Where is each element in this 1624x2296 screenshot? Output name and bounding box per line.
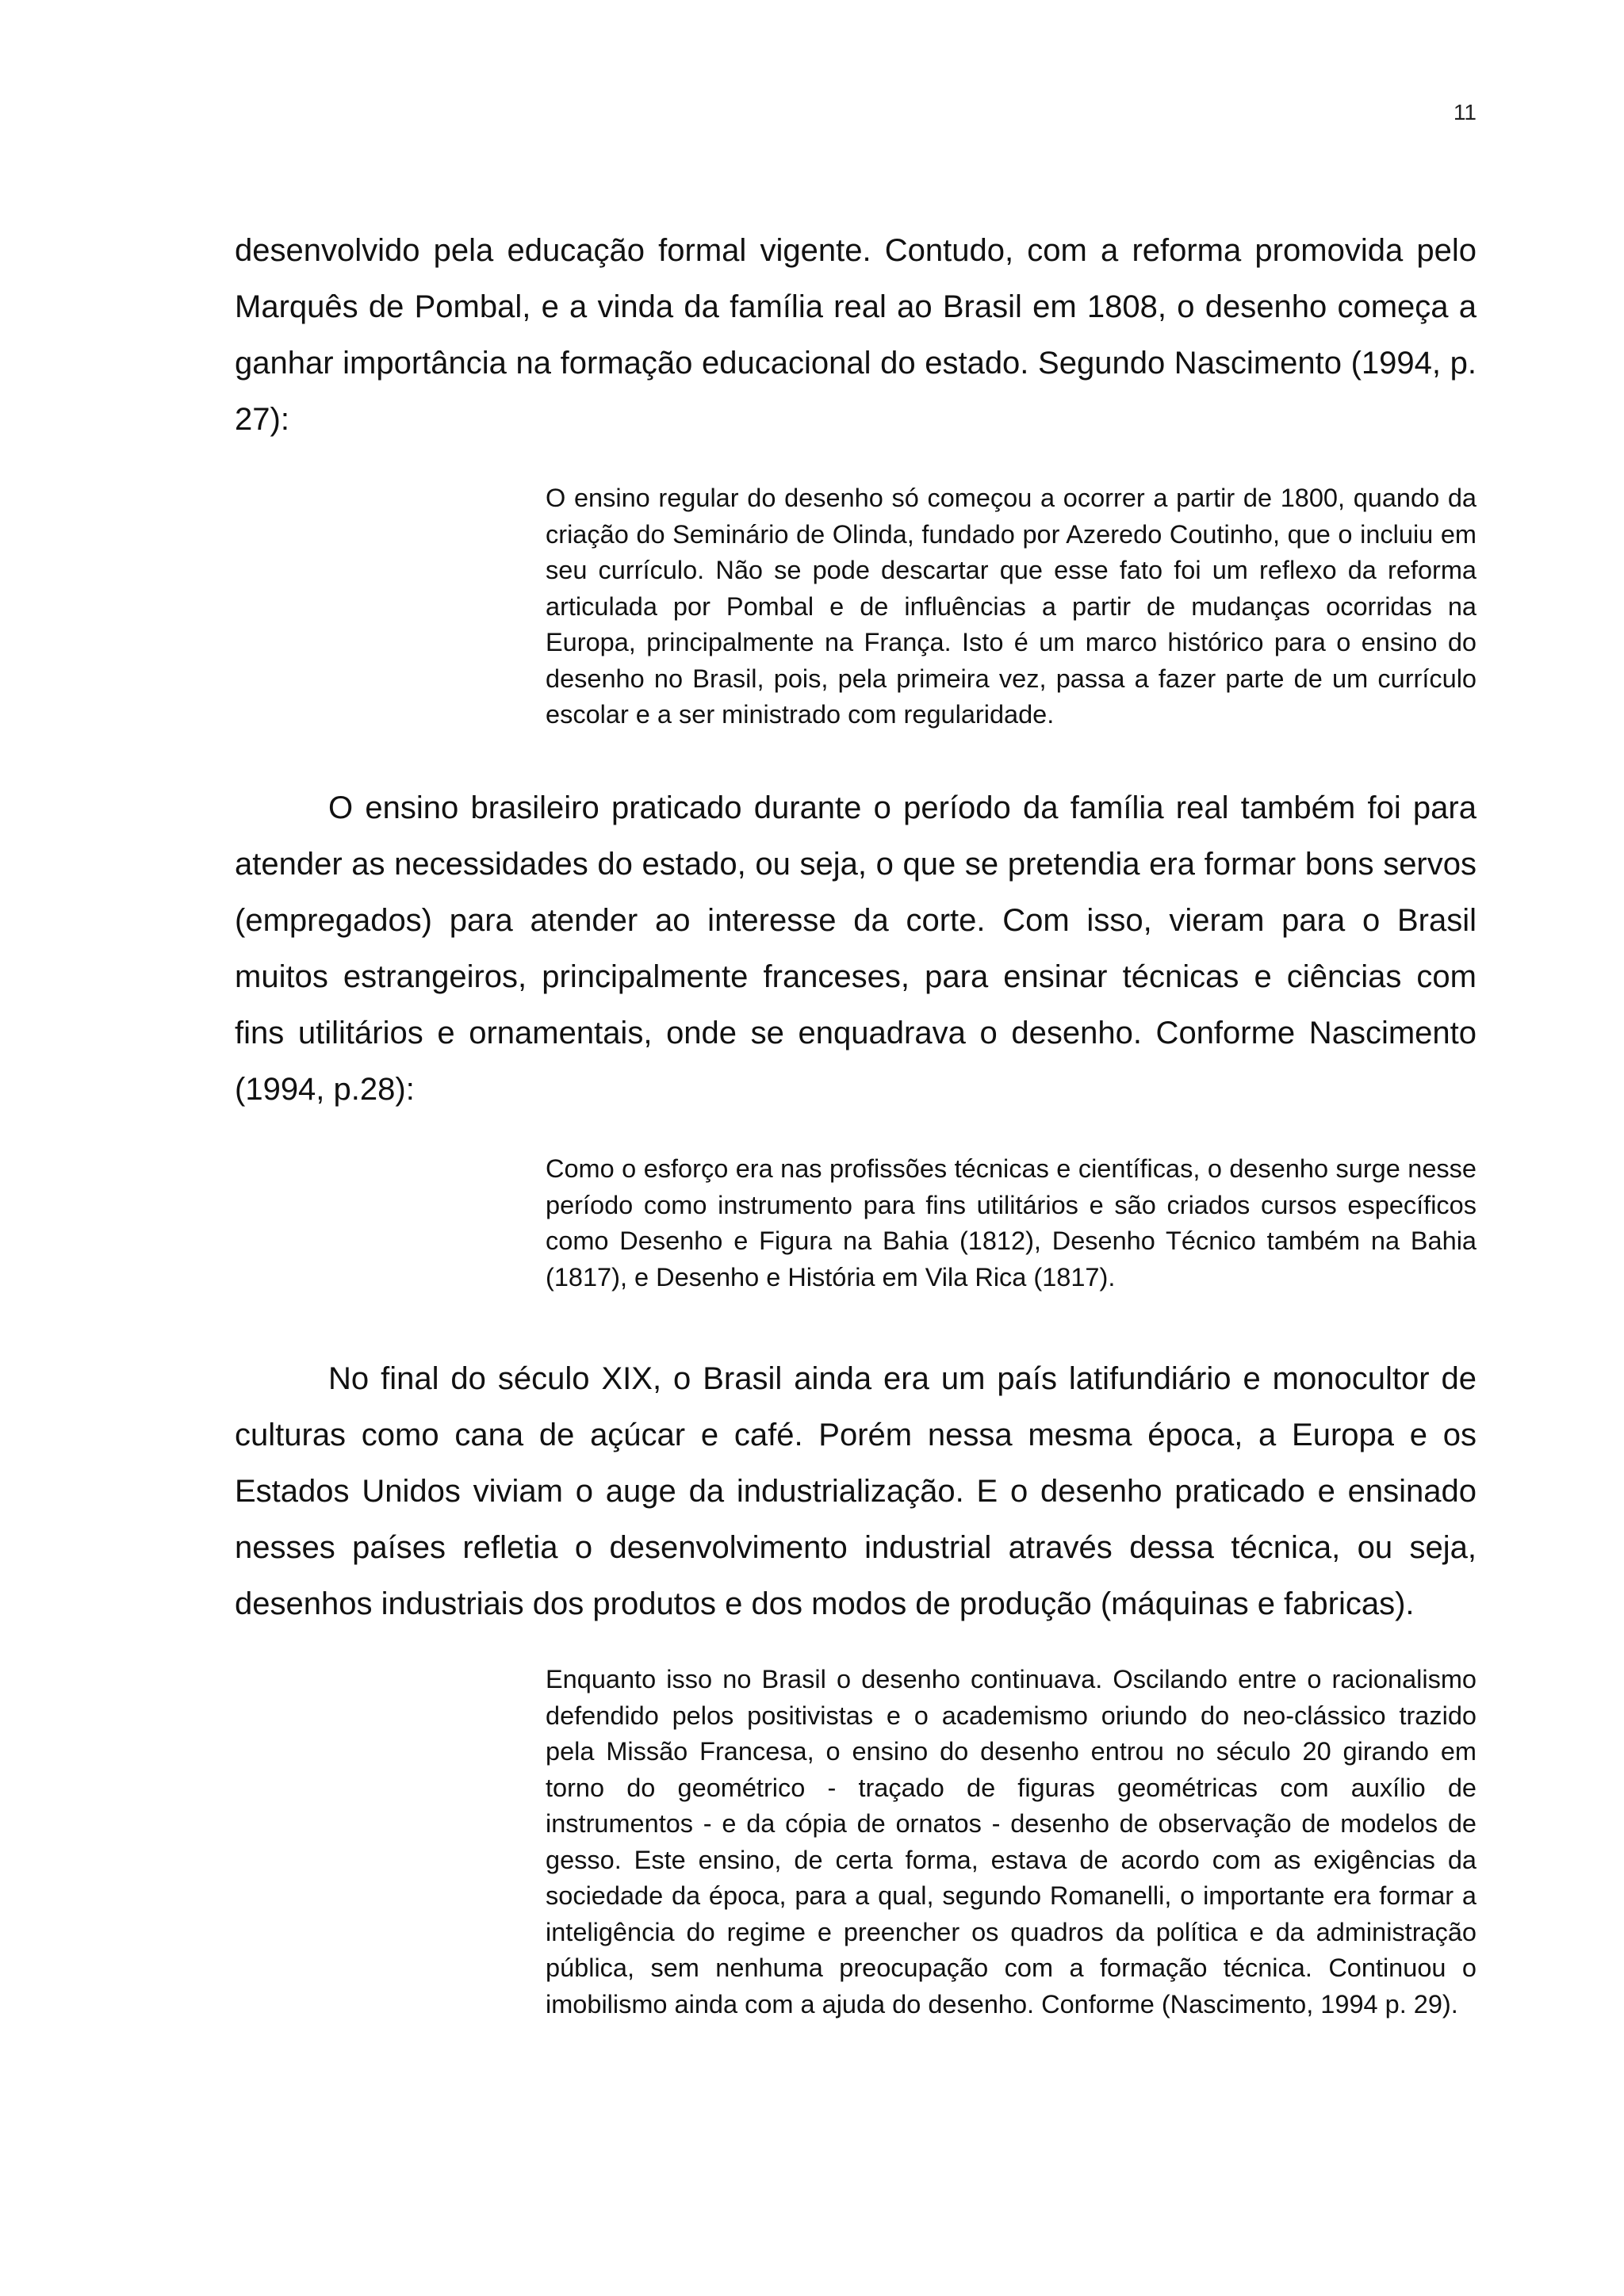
block-quote-1: O ensino regular do desenho só começou a ocorrer a partir de 1800, quando da criação do Seminário de Olinda, fundado por Azeredo Coutinho, que o incluiu em seu currículo. Não se pode descartar que esse fato foi um reflexo da reforma articulada por Pombal e de influências a partir de mudanças ocorridas na Europa, principalmente na França. Isto é um marco histórico para o ensino do desenho no Brasil, pois, pela primeira vez, passa a fazer parte de um currículo escolar e a ser ministrado com regularidade. [546,484,1477,729]
page-number: 11 [1453,100,1477,124]
body-paragraph-2: O ensino brasileiro praticado durante o período da família real também foi para atender as necessidades do estado, ou seja, o que se pretendia era formar bons servos (empregados) para atender ao interesse da corte. Com isso, vieram para o Brasil muitos estrangeiros, principalmente franceses, para ensinar técnicas e ciências com fins utilitários e ornamentais, onde se enquadrava o desenho. Conforme Nascimento (1994, p.28): [235,790,1477,1107]
block-quote-3: Enquanto isso no Brasil o desenho continuava. Oscilando entre o racionalismo defendido pelos positivistas e o academismo oriundo do neo-clássico trazido pela Missão Francesa, o ensino do desenho entrou no século 20 girando em torno do geométrico - traçado de figuras geométricas com auxílio de instrumentos - e da cópia de ornatos - desenho de observação de modelos de gesso. Este ensino, de certa forma, estava de acordo com as exigências da sociedade da época, para a qual, segundo Romanelli, o importante era formar a inteligência do regime e preencher os quadros da política e da administração pública, sem nenhuma preocupação com a formação técnica. Continuou o imobilismo ainda com a ajuda do desenho. Conforme (Nascimento, 1994 p. 29). [546,1665,1477,2019]
body-paragraph-3: No final do século XIX, o Brasil ainda era um país latifundiário e monocultor de culturas como cana de açúcar e café. Porém nessa mesma época, a Europa e os Estados Unidos viviam o auge da industrialização. E o desenho praticado e ensinado nesses países refletia o desenvolvimento industrial através dessa técnica, ou seja, desenhos industriais dos produtos e dos modos de produção (máquinas e fabricas). [235,1361,1477,1621]
block-quote-2: Como o esforço era nas profissões técnicas e científicas, o desenho surge nesse período como instrumento para fins utilitários e são criados cursos específicos como Desenho e Figura na Bahia (1812), Desenho Técnico também na Bahia (1817), e Desenho e História em Vila Rica (1817). [546,1154,1477,1292]
body-paragraph-1: desenvolvido pela educação formal vigente. Contudo, com a reforma promovida pelo Marquês de Pombal, e a vinda da família real ao Brasil em 1808, o desenho começa a ganhar importância na formação educacional do estado. Segundo Nascimento (1994, p. 27): [235,233,1477,437]
